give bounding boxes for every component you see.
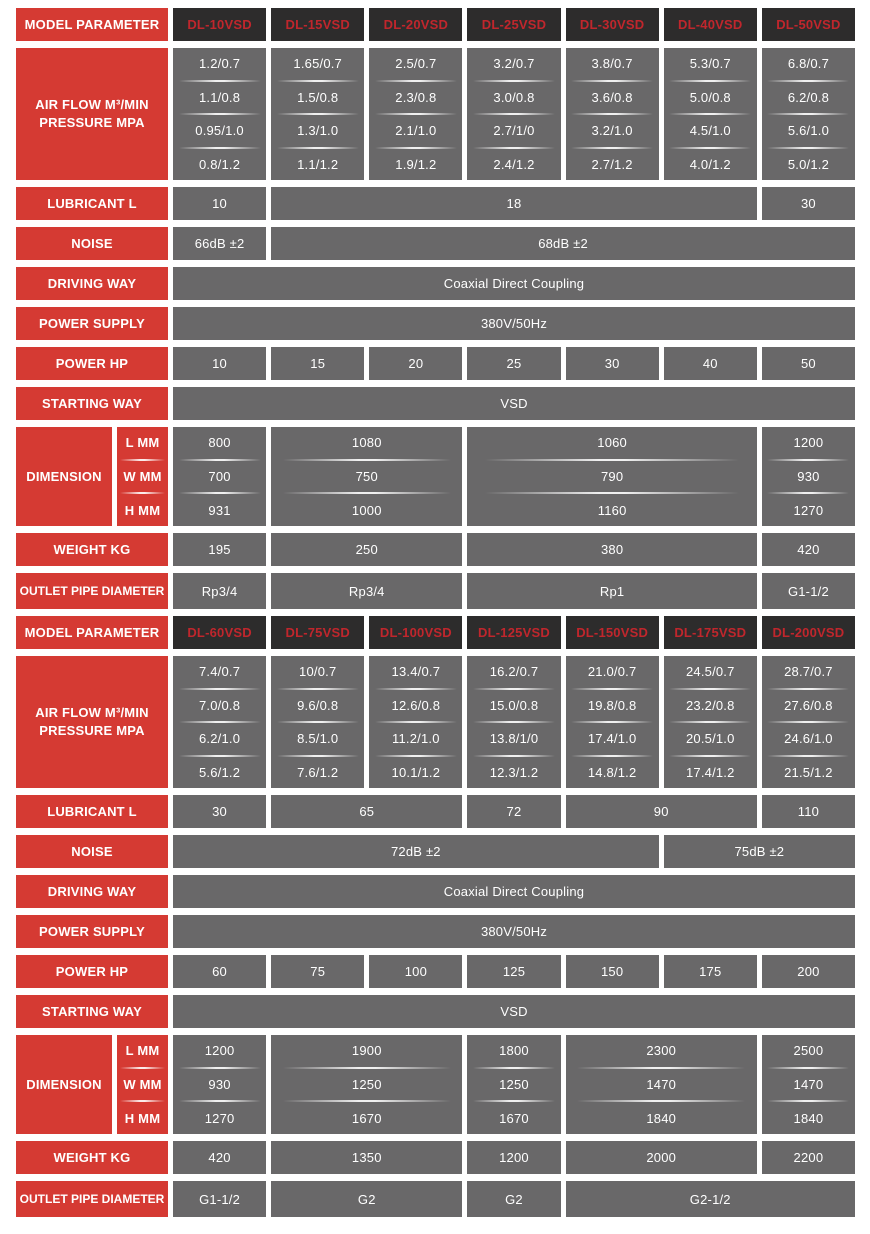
noise-data-cell: 75dB ±2 <box>664 835 855 868</box>
airflow-data-cell <box>467 48 560 180</box>
cell-value: 1080 <box>351 435 382 451</box>
dimension-data-cell <box>173 427 266 526</box>
cell-value: 7.6/1.2 <box>297 764 339 780</box>
table-row-lubricant <box>16 187 855 220</box>
cell-value: H MM <box>124 1110 161 1126</box>
cell-value: 5.6/1.2 <box>198 764 241 780</box>
dimension-data-cell <box>173 1035 266 1134</box>
table-row-power-supply <box>16 915 855 948</box>
power-hp-data-cell: 150 <box>566 955 659 988</box>
model-header-cell: DL-10VSD <box>173 8 266 41</box>
power-hp-data-cell: 75 <box>271 955 364 988</box>
cell-value: 3.2/0.7 <box>493 56 535 72</box>
lubricant-data-cell: 65 <box>271 795 462 828</box>
cell-value: 14.8/1.2 <box>587 764 637 780</box>
cell-value: W MM <box>123 1077 162 1092</box>
weight-data-cell: 380 <box>467 533 756 566</box>
cell-value: 23.2/0.8 <box>685 697 735 713</box>
dimension-data-cell <box>271 1035 462 1134</box>
spec-table-section-1 <box>16 8 855 609</box>
row-label-power-supply: POWER SUPPLY <box>16 915 168 948</box>
cell-value: 3.2/1.0 <box>591 123 633 139</box>
cell-value: 21.0/0.7 <box>587 664 637 680</box>
airflow-data-cell <box>762 656 855 788</box>
row-label-weight: WEIGHT KG <box>16 1141 168 1174</box>
lubricant-data-cell: 110 <box>762 795 855 828</box>
cell-value: 17.4/1.2 <box>685 764 735 780</box>
cell-value: 7.4/0.7 <box>198 664 241 680</box>
cell-value: 1470 <box>793 1077 824 1092</box>
cell-value: 1200 <box>793 435 824 451</box>
spec-table-section-2 <box>16 616 855 1217</box>
weight-data-cell: 195 <box>173 533 266 566</box>
cell-value: 1.2/0.7 <box>198 56 241 72</box>
cell-value: 1.1/0.8 <box>198 89 241 105</box>
table-row-weight <box>16 1141 855 1174</box>
airflow-data-cell <box>664 48 757 180</box>
cell-value: 750 <box>355 469 378 484</box>
cell-value: 2.1/1.0 <box>395 123 437 139</box>
cell-value: 21.5/1.2 <box>784 764 833 780</box>
outlet-data-cell: G2-1/2 <box>566 1181 855 1217</box>
weight-data-cell: 1200 <box>467 1141 560 1174</box>
weight-data-cell: 250 <box>271 533 462 566</box>
table-row-airflow <box>16 48 855 180</box>
cell-value: 0.95/1.0 <box>195 123 244 139</box>
row-label-driving-way: DRIVING WAY <box>16 875 168 908</box>
power-hp-data-cell: 15 <box>271 347 364 380</box>
cell-value: 1270 <box>204 1110 235 1126</box>
table-row-outlet <box>16 573 855 609</box>
row-label-power-supply: POWER SUPPLY <box>16 307 168 340</box>
dimension-sub-labels <box>117 1035 168 1134</box>
cell-value: 1.9/1.2 <box>395 156 437 172</box>
cell-value: 1840 <box>646 1110 677 1126</box>
dimension-data-cell <box>467 1035 560 1134</box>
row-label-starting-way: STARTING WAY <box>16 387 168 420</box>
row-label-starting-way: STARTING WAY <box>16 995 168 1028</box>
dimension-data-cell <box>762 427 855 526</box>
cell-value: 2.7/1/0 <box>493 123 535 139</box>
outlet-data-cell: Rp3/4 <box>271 573 462 609</box>
cell-value: 8.5/1.0 <box>297 731 339 747</box>
cell-value: 10/0.7 <box>299 664 337 680</box>
power-hp-data-cell: 25 <box>467 347 560 380</box>
cell-value: 1250 <box>499 1077 529 1092</box>
lubricant-data-cell: 30 <box>762 187 855 220</box>
model-header-cell: DL-25VSD <box>467 8 560 41</box>
power-supply-data-cell: 380V/50Hz <box>173 307 855 340</box>
airflow-data-cell <box>369 48 462 180</box>
noise-data-cell: 66dB ±2 <box>173 227 266 260</box>
power-hp-data-cell: 50 <box>762 347 855 380</box>
power-hp-data-cell: 200 <box>762 955 855 988</box>
cell-value: 9.6/0.8 <box>297 697 339 713</box>
cell-value: 5.6/1.0 <box>787 123 829 139</box>
cell-value: 1.1/1.2 <box>297 156 339 172</box>
table-row-starting-way <box>16 387 855 420</box>
cell-value: 15.0/0.8 <box>489 697 539 713</box>
dimension-data-cell <box>762 1035 855 1134</box>
model-header-cell: DL-40VSD <box>664 8 757 41</box>
row-label-outlet: OUTLET PIPE DIAMETER <box>16 573 168 609</box>
weight-data-cell: 1350 <box>271 1141 462 1174</box>
row-label-dimension: DIMENSION <box>16 1035 112 1134</box>
compressor-spec-table <box>16 8 855 1217</box>
cell-value: 2500 <box>793 1043 824 1059</box>
cell-value: 1.3/1.0 <box>297 123 339 139</box>
cell-value: 3.6/0.8 <box>591 89 633 105</box>
weight-data-cell: 2200 <box>762 1141 855 1174</box>
table-row-power-hp <box>16 955 855 988</box>
model-header-cell: DL-75VSD <box>271 616 364 649</box>
cell-value: 4.5/1.0 <box>689 123 731 139</box>
power-hp-data-cell: 125 <box>467 955 560 988</box>
lubricant-data-cell: 30 <box>173 795 266 828</box>
power-hp-data-cell: 40 <box>664 347 757 380</box>
outlet-data-cell: G2 <box>271 1181 462 1217</box>
model-header-cell: DL-30VSD <box>566 8 659 41</box>
cell-value: 4.0/1.2 <box>689 156 731 172</box>
row-label-noise: NOISE <box>16 227 168 260</box>
dimension-data-cell <box>467 427 756 526</box>
power-hp-data-cell: 175 <box>664 955 757 988</box>
cell-value: 0.8/1.2 <box>198 156 241 172</box>
cell-value: 3.0/0.8 <box>493 89 535 105</box>
cell-value: 19.8/0.8 <box>587 697 637 713</box>
cell-value: 12.3/1.2 <box>489 764 539 780</box>
weight-data-cell: 420 <box>762 533 855 566</box>
cell-value: 930 <box>797 469 820 484</box>
cell-value: 1840 <box>793 1110 824 1126</box>
table-row-driving-way <box>16 267 855 300</box>
cell-value: 2.4/1.2 <box>493 156 535 172</box>
cell-value: 2.7/1.2 <box>591 156 633 172</box>
noise-data-cell: 68dB ±2 <box>271 227 855 260</box>
table-row-models <box>16 8 855 41</box>
power-hp-data-cell: 100 <box>369 955 462 988</box>
table-row-weight <box>16 533 855 566</box>
cell-value: 5.0/0.8 <box>689 89 731 105</box>
cell-value: 28.7/0.7 <box>784 664 833 680</box>
row-label-dimension: DIMENSION <box>16 427 112 526</box>
cell-value: 17.4/1.0 <box>587 731 637 747</box>
cell-value: 20.5/1.0 <box>685 731 735 747</box>
model-header-cell: DL-60VSD <box>173 616 266 649</box>
starting-way-data-cell: VSD <box>173 995 855 1028</box>
airflow-data-cell <box>271 48 364 180</box>
cell-value: 930 <box>208 1077 231 1092</box>
row-label-outlet: OUTLET PIPE DIAMETER <box>16 1181 168 1217</box>
airflow-data-cell <box>566 48 659 180</box>
cell-value: 1000 <box>351 502 382 518</box>
row-label-power-hp: POWER HP <box>16 347 168 380</box>
cell-value: 12.6/0.8 <box>391 697 441 713</box>
lubricant-data-cell: 90 <box>566 795 757 828</box>
power-hp-data-cell: 30 <box>566 347 659 380</box>
table-row-dimension <box>16 1035 855 1134</box>
row-label-power-hp: POWER HP <box>16 955 168 988</box>
row-label-driving-way: DRIVING WAY <box>16 267 168 300</box>
cell-value: 790 <box>600 469 624 484</box>
cell-value: 1160 <box>597 502 627 518</box>
cell-value: 700 <box>208 469 231 484</box>
table-row-driving-way <box>16 875 855 908</box>
outlet-data-cell: G1-1/2 <box>173 1181 266 1217</box>
cell-value: 931 <box>208 502 231 518</box>
cell-value: 1.5/0.8 <box>297 89 339 105</box>
cell-value: 1670 <box>351 1110 382 1126</box>
table-row-dimension <box>16 427 855 526</box>
cell-value: 2300 <box>646 1043 677 1059</box>
cell-value: 1200 <box>204 1043 235 1059</box>
outlet-data-cell: G2 <box>467 1181 560 1217</box>
cell-value: 24.5/0.7 <box>685 664 735 680</box>
row-label-line: PRESSURE MPA <box>39 115 145 130</box>
cell-value: 1900 <box>351 1043 382 1059</box>
table-row-starting-way <box>16 995 855 1028</box>
cell-value: 13.8/1/0 <box>489 731 539 747</box>
cell-value: 27.6/0.8 <box>784 697 833 713</box>
weight-data-cell: 2000 <box>566 1141 757 1174</box>
table-row-power-supply <box>16 307 855 340</box>
airflow-data-cell <box>566 656 659 788</box>
row-label-weight: WEIGHT KG <box>16 533 168 566</box>
noise-data-cell: 72dB ±2 <box>173 835 659 868</box>
lubricant-data-cell: 10 <box>173 187 266 220</box>
power-hp-data-cell: 10 <box>173 347 266 380</box>
cell-value: L MM <box>125 1043 160 1059</box>
cell-value: 1.65/0.7 <box>293 56 342 72</box>
airflow-data-cell <box>369 656 462 788</box>
starting-way-data-cell: VSD <box>173 387 855 420</box>
power-supply-data-cell: 380V/50Hz <box>173 915 855 948</box>
cell-value: W MM <box>123 469 162 484</box>
row-label-line: AIR FLOW M³/MIN <box>35 97 149 113</box>
cell-value: 6.8/0.7 <box>787 56 829 72</box>
lubricant-data-cell: 18 <box>271 187 757 220</box>
lubricant-data-cell: 72 <box>467 795 560 828</box>
outlet-data-cell: G1-1/2 <box>762 573 855 609</box>
outlet-data-cell: Rp1 <box>467 573 756 609</box>
cell-value: 1270 <box>793 502 824 518</box>
cell-value: 1060 <box>597 435 627 451</box>
table-row-lubricant <box>16 795 855 828</box>
cell-value: 13.4/0.7 <box>391 664 441 680</box>
cell-value: 6.2/0.8 <box>787 89 829 105</box>
cell-value: 5.3/0.7 <box>689 56 731 72</box>
weight-data-cell: 420 <box>173 1141 266 1174</box>
row-label-model-parameter: MODEL PARAMETER <box>16 8 168 41</box>
table-row-power-hp <box>16 347 855 380</box>
driving-way-data-cell: Coaxial Direct Coupling <box>173 875 855 908</box>
model-header-cell: DL-20VSD <box>369 8 462 41</box>
table-row-noise <box>16 835 855 868</box>
table-row-noise <box>16 227 855 260</box>
row-label-line: AIR FLOW M³/MIN <box>35 705 149 721</box>
model-header-cell: DL-125VSD <box>467 616 560 649</box>
cell-value: 800 <box>208 435 231 451</box>
model-header-cell: DL-150VSD <box>566 616 659 649</box>
cell-value: 1800 <box>499 1043 529 1059</box>
model-header-cell: DL-50VSD <box>762 8 855 41</box>
dimension-data-cell <box>271 427 462 526</box>
row-label-noise: NOISE <box>16 835 168 868</box>
cell-value: 24.6/1.0 <box>784 731 833 747</box>
airflow-data-cell <box>664 656 757 788</box>
table-row-outlet <box>16 1181 855 1217</box>
cell-value: 16.2/0.7 <box>489 664 539 680</box>
row-label-model-parameter: MODEL PARAMETER <box>16 616 168 649</box>
model-header-cell: DL-15VSD <box>271 8 364 41</box>
power-hp-data-cell: 20 <box>369 347 462 380</box>
cell-value: 2.5/0.7 <box>395 56 437 72</box>
model-header-cell: DL-100VSD <box>369 616 462 649</box>
cell-value: L MM <box>125 435 160 451</box>
row-label-line: PRESSURE MPA <box>39 723 145 738</box>
cell-value: 10.1/1.2 <box>391 764 441 780</box>
cell-value: 11.2/1.0 <box>392 731 440 747</box>
cell-value: 1250 <box>351 1077 382 1092</box>
cell-value: 5.0/1.2 <box>787 156 829 172</box>
airflow-data-cell <box>467 656 560 788</box>
driving-way-data-cell: Coaxial Direct Coupling <box>173 267 855 300</box>
row-label-airflow <box>16 656 168 788</box>
airflow-data-cell <box>271 656 364 788</box>
airflow-data-cell <box>173 48 266 180</box>
cell-value: 2.3/0.8 <box>395 89 437 105</box>
model-header-cell: DL-200VSD <box>762 616 855 649</box>
outlet-data-cell: Rp3/4 <box>173 573 266 609</box>
airflow-data-cell <box>173 656 266 788</box>
airflow-data-cell <box>762 48 855 180</box>
table-row-airflow <box>16 656 855 788</box>
row-label-airflow <box>16 48 168 180</box>
dimension-data-cell <box>566 1035 757 1134</box>
row-label-lubricant: LUBRICANT L <box>16 795 168 828</box>
cell-value: 3.8/0.7 <box>591 56 633 72</box>
cell-value: 7.0/0.8 <box>198 697 241 713</box>
cell-value: 6.2/1.0 <box>198 731 241 747</box>
dimension-sub-labels <box>117 427 168 526</box>
cell-value: 1670 <box>499 1110 529 1126</box>
table-row-models <box>16 616 855 649</box>
cell-value: H MM <box>124 502 161 518</box>
power-hp-data-cell: 60 <box>173 955 266 988</box>
row-label-lubricant: LUBRICANT L <box>16 187 168 220</box>
model-header-cell: DL-175VSD <box>664 616 757 649</box>
cell-value: 1470 <box>646 1077 677 1092</box>
